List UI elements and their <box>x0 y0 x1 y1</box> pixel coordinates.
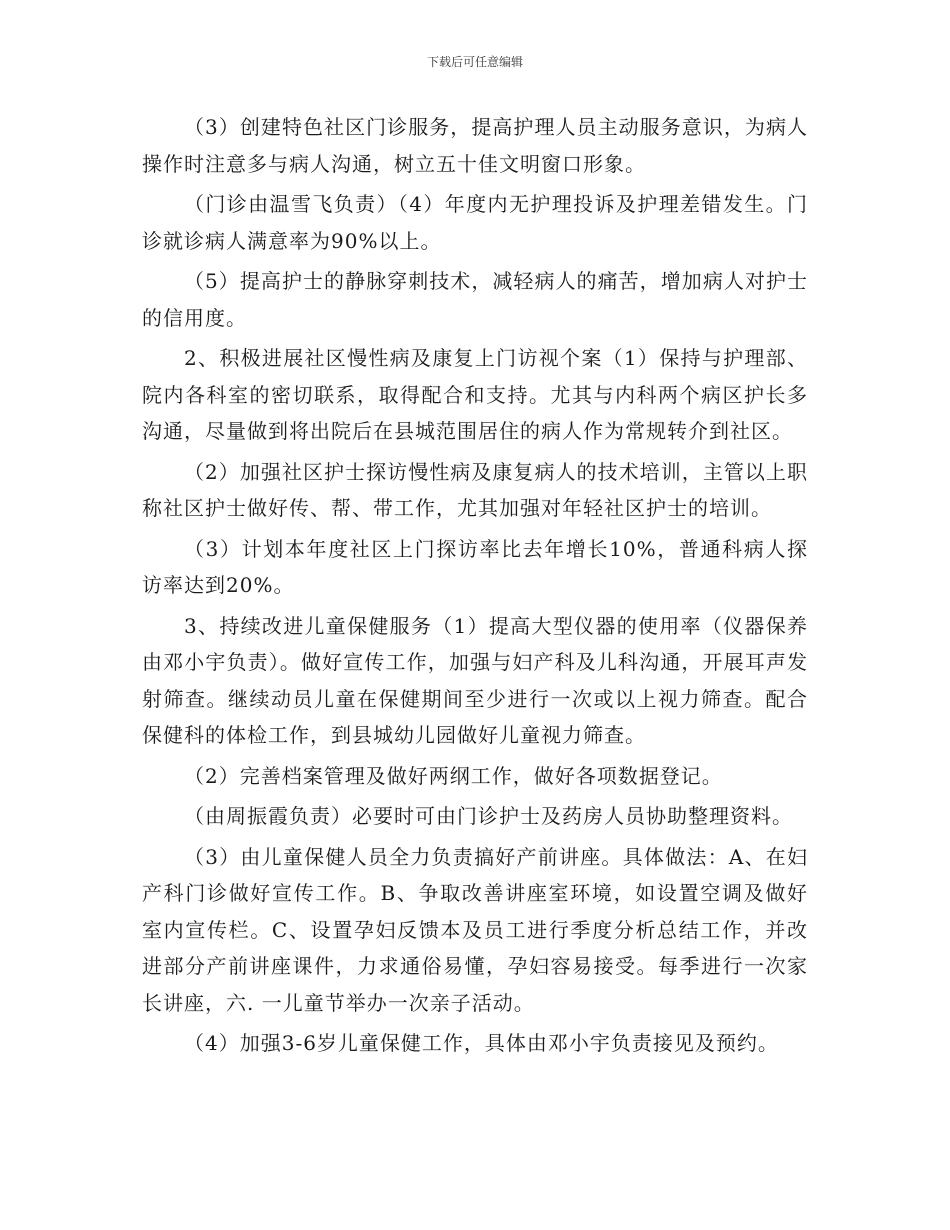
paragraph-8: （2）完善档案管理及做好两纲工作，做好各项数据登记。 <box>184 763 723 788</box>
paragraph-9: （由周振霞负责）必要时可由门诊护士及药房人员协助整理资料。 <box>184 804 793 828</box>
page-header: 下载后可任意编辑 <box>426 55 523 69</box>
paragraph-6: （3）计划本年度社区上门探访率比去年增长10%，普通科病人探访率达到20%。 <box>142 536 808 597</box>
paragraph-7: 3、持续改进儿童保健服务（1）提高大型仪器的使用率（仪器保养由邓小宇负责）。做好宣传工作，加强与妇产科及儿科沟通，开展耳声发射筛查。继续动员儿童在保健期间至少进行一次或以上视力筛查。配合保健科的体检工作，到县城幼儿园做好儿童视力筛查。 <box>142 613 808 747</box>
paragraph-3: （5）提高护士的静脉穿刺技术，减轻病人的痛苦，增加病人对护士的信用度。 <box>142 269 808 330</box>
paragraph-5: （2）加强社区护士探访慢性病及康复病人的技术培训，主管以上职称社区护士做好传、帮、带工作，尤其加强对年轻社区护士的培训。 <box>142 459 808 520</box>
paragraph-10: （3）由儿童保健人员全力负责搞好产前讲座。具体做法：A、在妇产科门诊做好宣传工作。B、争取改善讲座室环境，如设置空调及做好室内宣传栏。C、设置孕妇反馈本及员工进行季度分析总结工作，并改进部分产前讲座课件，力求通俗易懂，孕妇容易接受。每季进行一次家长讲座，六. 一儿童节举办一次亲子活动。 <box>142 844 808 1015</box>
paragraph-4: 2、积极进展社区慢性病及康复上门访视个案（1）保持与护理部、院内各科室的密切联系，取得配合和支持。尤其与内科两个病区护长多沟通，尽量做到将出院后在县城范围居住的病人作为常规转介到社区。 <box>142 346 808 443</box>
paragraph-1: （3）创建特色社区门诊服务，提高护理人员主动服务意识，为病人操作时注意多与病人沟通，树立五十佳文明窗口形象。 <box>142 115 808 176</box>
paragraph-11: （4）加强3-6岁儿童保健工作，具体由邓小宇负责接见及预约。 <box>184 1031 779 1055</box>
document-body <box>142 109 808 1066</box>
paragraph-2: （门诊由温雪飞负责）（4）年度内无护理投诉及护理差错发生。门诊就诊病人满意率为90%以上。 <box>142 192 808 253</box>
